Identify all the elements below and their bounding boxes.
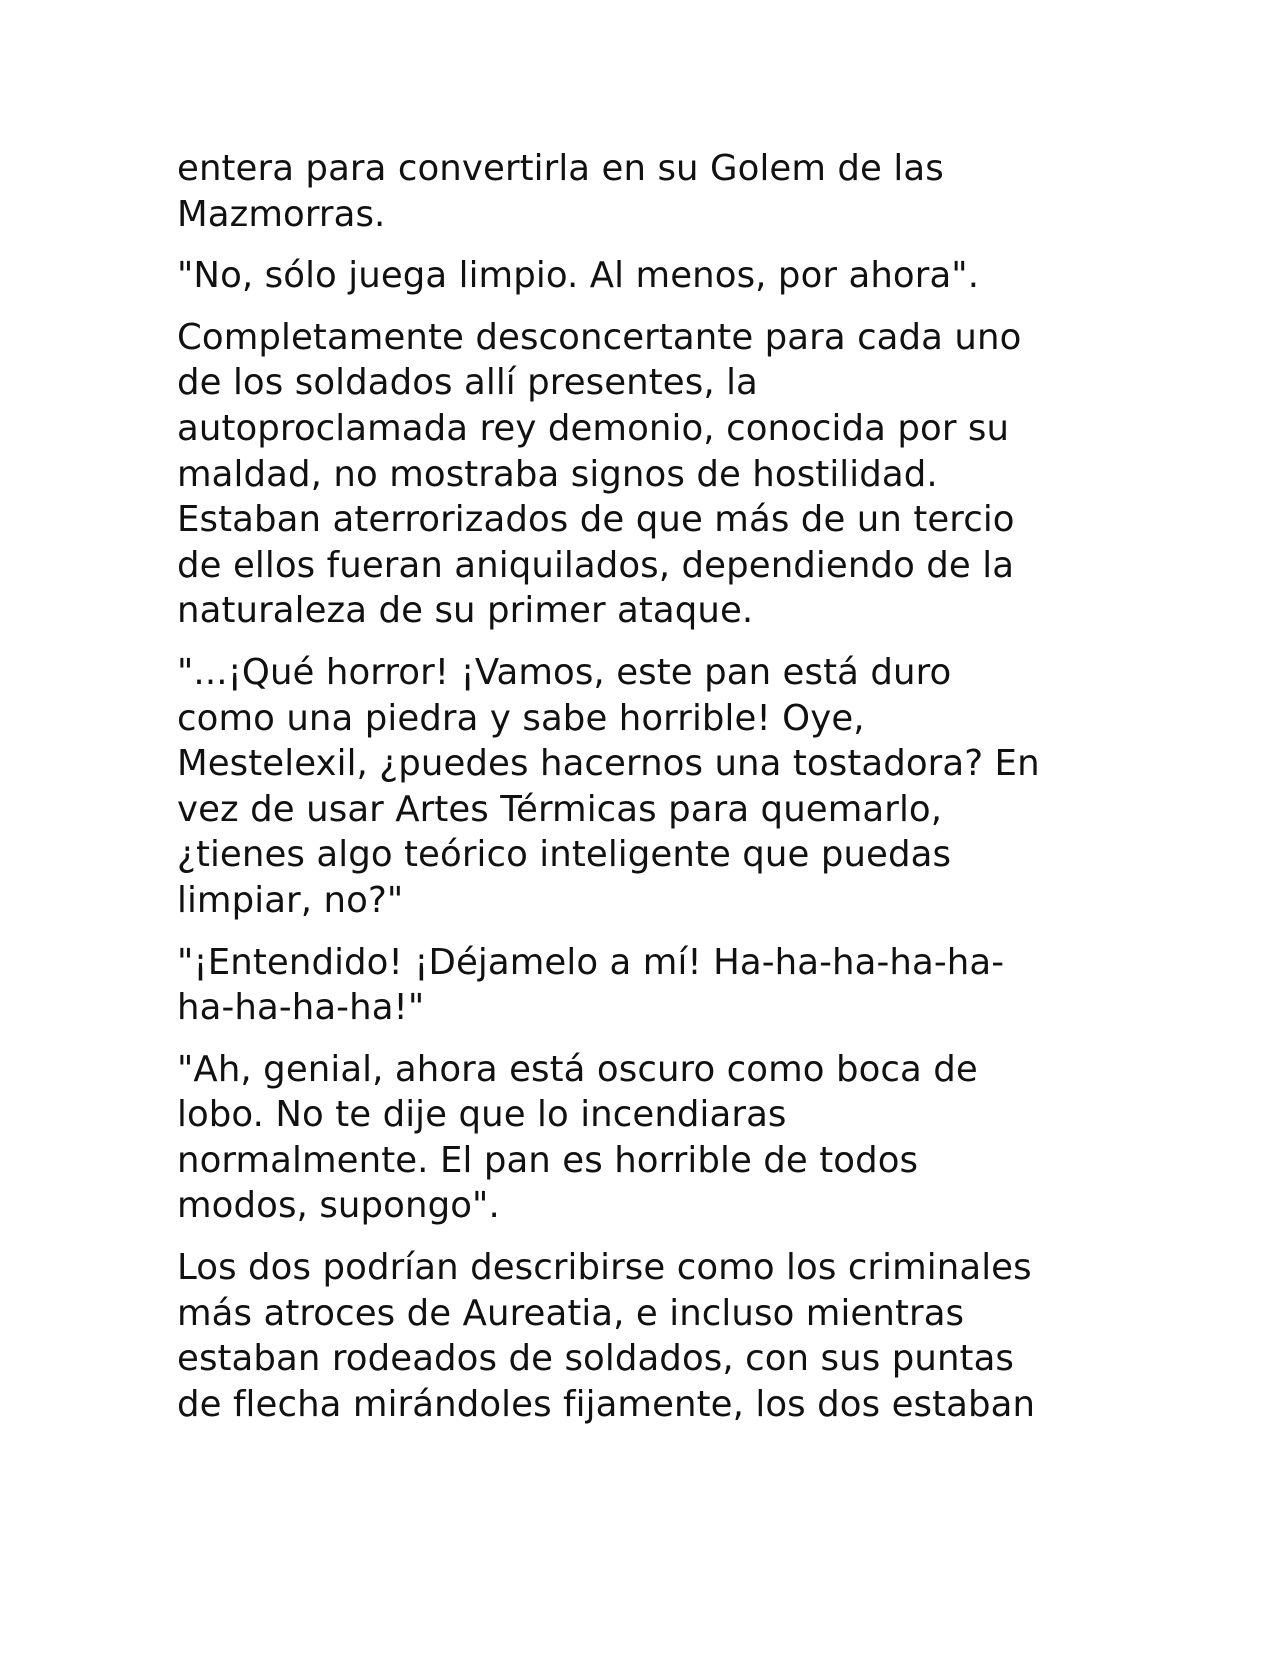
paragraph-4: "...¡Qué horror! ¡Vamos, este pan está duro como una piedra y sabe horrible! Oye, Mestelexil, ¿puedes hacernos una tostadora? En vez de usar Artes Térmicas para quemarlo, ¿tienes algo teórico inteligente que puedas limpiar, no?" xyxy=(177,651,1040,921)
paragraph-1: entera para convertirla en su Golem de las Mazmorras. xyxy=(177,148,944,235)
paragraph-6: "Ah, genial, ahora está oscuro como boca de lobo. No te dije que lo incendiaras normalmente. El pan es horrible de todos modos, supongo". xyxy=(177,1048,978,1227)
paragraph-5: "¡Entendido! ¡Déjamelo a mí! Ha-ha-ha-ha-ha- ha-ha-ha-ha!" xyxy=(177,941,1005,1029)
paragraph-2: "No, sólo juega limpio. Al menos, por ahora". xyxy=(177,255,980,297)
paragraph-7: Los dos podrían describirse como los criminales más atroces de Aureatia, e incluso mientras estaban rodeados de soldados, con sus puntas de flecha mirándoles fijamente, los dos estaban xyxy=(177,1247,1036,1425)
paragraph-3: Completamente desconcertante para cada uno de los soldados allí presentes, la autoproclamada rey demonio, conocida por su maldad, no mostraba signos de hostilidad. Estaban aterrorizados de que más de un tercio de ellos fueran aniquilados, dependiendo de la naturaleza de su primer ataque. xyxy=(177,316,1022,632)
text-column xyxy=(177,146,1097,1443)
